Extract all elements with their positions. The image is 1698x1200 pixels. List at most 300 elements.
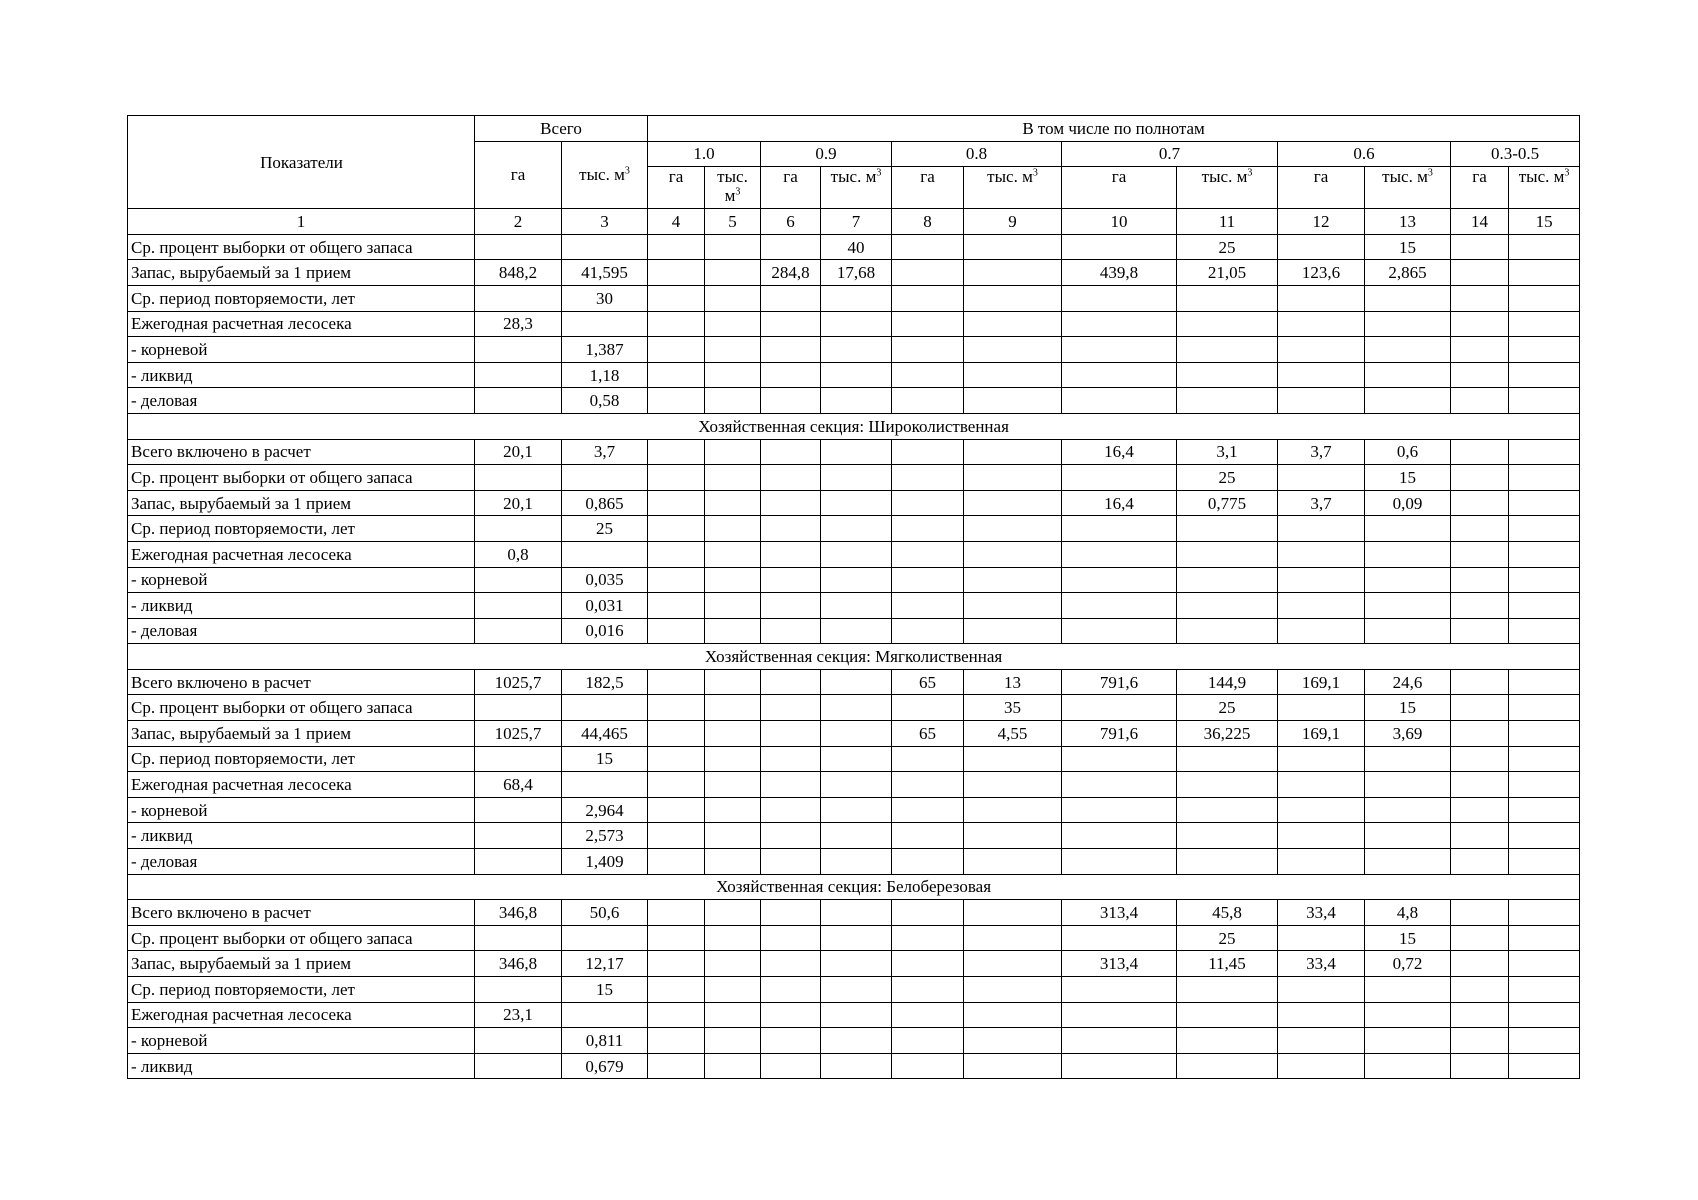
unit-sup: 3 <box>1564 167 1570 179</box>
table-cell <box>892 260 964 286</box>
row-label: Всего включено в расчет <box>128 439 475 465</box>
table-cell <box>761 362 821 388</box>
table-cell <box>705 593 761 619</box>
table-cell <box>1509 746 1580 772</box>
table-cell <box>648 772 705 798</box>
table-cell <box>1177 849 1278 875</box>
table-cell <box>821 285 892 311</box>
table-cell: 15 <box>1365 234 1451 260</box>
table-cell <box>1365 1053 1451 1079</box>
row-label: Ср. период повторяемости, лет <box>128 285 475 311</box>
table-cell <box>1451 337 1509 363</box>
row-label: - корневой <box>128 1028 475 1054</box>
table-cell <box>1177 593 1278 619</box>
table-cell <box>1062 541 1177 567</box>
table-cell <box>1451 439 1509 465</box>
header-density-1: 1.0 <box>648 141 761 167</box>
table-cell <box>648 337 705 363</box>
row-label: Запас, вырубаемый за 1 прием <box>128 490 475 516</box>
table-cell <box>705 260 761 286</box>
table-cell <box>1177 618 1278 644</box>
table-cell <box>821 490 892 516</box>
table-cell: 0,865 <box>562 490 648 516</box>
header-density-ha: га <box>892 167 964 209</box>
header-density-km3 <box>821 167 892 209</box>
table-cell <box>761 490 821 516</box>
table-cell <box>761 234 821 260</box>
table-cell <box>1451 797 1509 823</box>
table-cell <box>648 618 705 644</box>
table-cell <box>821 388 892 414</box>
header-indicators: Показатели <box>128 116 475 209</box>
table-cell <box>1509 823 1580 849</box>
table-cell <box>821 951 892 977</box>
table-cell <box>1062 925 1177 951</box>
table-cell: 0,679 <box>562 1053 648 1079</box>
table-cell: 16,4 <box>1062 439 1177 465</box>
table-cell <box>761 439 821 465</box>
table-cell <box>648 285 705 311</box>
table-cell <box>705 337 761 363</box>
table-cell <box>761 388 821 414</box>
table-cell <box>1451 695 1509 721</box>
table-cell <box>821 721 892 747</box>
column-number: 7 <box>821 209 892 235</box>
table-cell <box>1278 388 1365 414</box>
table-cell <box>1451 465 1509 491</box>
table-cell <box>1509 337 1580 363</box>
table-cell <box>964 1053 1062 1079</box>
table-cell <box>705 388 761 414</box>
table-cell <box>1278 823 1365 849</box>
table-row <box>128 388 1580 414</box>
table-cell: 1,18 <box>562 362 648 388</box>
table-cell <box>1278 618 1365 644</box>
table-cell <box>562 925 648 951</box>
table-header <box>128 116 1580 235</box>
table-cell: 1,409 <box>562 849 648 875</box>
table-cell <box>821 797 892 823</box>
table-cell <box>1278 541 1365 567</box>
table-cell <box>1451 849 1509 875</box>
table-cell <box>821 772 892 798</box>
table-cell <box>1365 772 1451 798</box>
table-cell <box>1365 388 1451 414</box>
table-cell <box>1062 388 1177 414</box>
table-cell: 24,6 <box>1365 669 1451 695</box>
table-cell <box>964 1002 1062 1028</box>
table-row <box>128 362 1580 388</box>
table-cell <box>761 1053 821 1079</box>
table-cell <box>1278 234 1365 260</box>
table-cell <box>705 1002 761 1028</box>
unit-sup: 3 <box>1427 167 1433 179</box>
table-cell <box>1177 977 1278 1003</box>
forest-harvest-table <box>127 115 1580 1079</box>
table-cell: 13 <box>964 669 1062 695</box>
table-cell <box>475 1053 562 1079</box>
table-cell <box>648 260 705 286</box>
table-cell <box>892 1002 964 1028</box>
table-row <box>128 951 1580 977</box>
table-cell <box>1177 311 1278 337</box>
table-cell <box>648 721 705 747</box>
column-number: 3 <box>562 209 648 235</box>
row-label: - ликвид <box>128 362 475 388</box>
table-cell <box>1177 746 1278 772</box>
table-cell <box>821 669 892 695</box>
section-title: Хозяйственная секция: Мягколиственная <box>128 644 1580 670</box>
table-cell <box>1177 797 1278 823</box>
table-cell: 30 <box>562 285 648 311</box>
table-cell <box>1062 362 1177 388</box>
table-cell <box>821 593 892 619</box>
table-cell <box>1278 516 1365 542</box>
row-label: - ликвид <box>128 823 475 849</box>
header-total-ha: га <box>475 141 562 209</box>
table-cell <box>705 925 761 951</box>
column-number: 12 <box>1278 209 1365 235</box>
table-cell: 439,8 <box>1062 260 1177 286</box>
unit-sup: 3 <box>1247 167 1253 179</box>
table-cell <box>1278 567 1365 593</box>
table-cell <box>821 900 892 926</box>
row-label: Ежегодная расчетная лесосека <box>128 311 475 337</box>
table-cell: 169,1 <box>1278 669 1365 695</box>
table-cell <box>964 823 1062 849</box>
table-cell <box>648 951 705 977</box>
row-label: Ср. период повторяемости, лет <box>128 977 475 1003</box>
unit-sup: 3 <box>624 165 630 177</box>
column-number: 15 <box>1509 209 1580 235</box>
table-cell <box>821 567 892 593</box>
table-cell <box>761 618 821 644</box>
table-row <box>128 593 1580 619</box>
table-cell <box>1451 1002 1509 1028</box>
table-cell <box>761 797 821 823</box>
table-cell <box>705 797 761 823</box>
table-cell <box>1278 285 1365 311</box>
unit-text: тыс. <box>717 167 748 187</box>
table-cell: 0,72 <box>1365 951 1451 977</box>
table-cell <box>1365 311 1451 337</box>
row-label: - корневой <box>128 797 475 823</box>
table-cell <box>1062 1002 1177 1028</box>
table-cell <box>761 823 821 849</box>
table-cell <box>648 439 705 465</box>
table-cell <box>1177 1053 1278 1079</box>
table-cell <box>1278 311 1365 337</box>
table-row <box>128 465 1580 491</box>
table-cell <box>1062 567 1177 593</box>
table-cell <box>1278 1053 1365 1079</box>
table-cell <box>1365 337 1451 363</box>
table-cell <box>648 311 705 337</box>
table-cell <box>761 977 821 1003</box>
unit-sup: 3 <box>876 167 882 179</box>
table-cell <box>964 362 1062 388</box>
column-number: 10 <box>1062 209 1177 235</box>
table-cell: 1025,7 <box>475 669 562 695</box>
table-cell: 21,05 <box>1177 260 1278 286</box>
section-header-row <box>128 413 1580 439</box>
table-cell <box>1278 1028 1365 1054</box>
table-cell <box>964 1028 1062 1054</box>
table-row <box>128 721 1580 747</box>
table-cell <box>892 849 964 875</box>
table-cell <box>1365 1002 1451 1028</box>
table-cell <box>964 593 1062 619</box>
table-cell: 0,58 <box>562 388 648 414</box>
table-cell: 40 <box>821 234 892 260</box>
table-cell <box>1177 541 1278 567</box>
table-cell <box>1177 823 1278 849</box>
table-cell: 0,811 <box>562 1028 648 1054</box>
row-label: Ср. процент выборки от общего запаса <box>128 695 475 721</box>
table-cell <box>761 669 821 695</box>
table-row <box>128 797 1580 823</box>
unit-sup: 3 <box>735 186 741 198</box>
table-cell <box>821 849 892 875</box>
table-cell <box>1509 567 1580 593</box>
table-cell <box>892 285 964 311</box>
table-cell: 33,4 <box>1278 951 1365 977</box>
table-cell <box>1509 977 1580 1003</box>
table-cell <box>475 695 562 721</box>
table-cell: 20,1 <box>475 490 562 516</box>
table-cell <box>562 465 648 491</box>
table-cell <box>964 797 1062 823</box>
table-row <box>128 541 1580 567</box>
table-row <box>128 490 1580 516</box>
unit-text: м <box>724 186 736 206</box>
table-cell: 3,7 <box>1278 439 1365 465</box>
header-density-km3 <box>964 167 1062 209</box>
table-cell: 4,55 <box>964 721 1062 747</box>
table-cell <box>1278 772 1365 798</box>
table-cell <box>1509 849 1580 875</box>
table-cell <box>964 567 1062 593</box>
table-row <box>128 823 1580 849</box>
table-cell <box>1177 772 1278 798</box>
table-cell <box>1509 1002 1580 1028</box>
table-row <box>128 311 1580 337</box>
header-total-km3 <box>562 141 648 209</box>
row-label: - корневой <box>128 337 475 363</box>
table-cell <box>475 362 562 388</box>
table-cell <box>1177 285 1278 311</box>
table-cell <box>1062 772 1177 798</box>
table-cell: 0,035 <box>562 567 648 593</box>
table-cell <box>705 721 761 747</box>
header-density-ha: га <box>648 167 705 209</box>
table-cell <box>1451 618 1509 644</box>
table-cell <box>892 823 964 849</box>
table-cell <box>1509 772 1580 798</box>
table-cell: 0,016 <box>562 618 648 644</box>
table-cell: 65 <box>892 721 964 747</box>
header-density-4: 0.7 <box>1062 141 1278 167</box>
table-cell <box>1062 695 1177 721</box>
table-cell <box>892 977 964 1003</box>
table-cell: 791,6 <box>1062 669 1177 695</box>
table-cell: 41,595 <box>562 260 648 286</box>
table-cell <box>705 618 761 644</box>
table-cell <box>705 541 761 567</box>
table-cell <box>892 516 964 542</box>
table-cell <box>648 567 705 593</box>
table-cell <box>562 1002 648 1028</box>
section-header-row <box>128 644 1580 670</box>
table-cell <box>761 1002 821 1028</box>
table-cell <box>1451 516 1509 542</box>
table-cell <box>475 516 562 542</box>
table-cell <box>1451 567 1509 593</box>
table-cell <box>964 388 1062 414</box>
table-cell <box>1177 567 1278 593</box>
table-cell: 15 <box>562 977 648 1003</box>
table-cell <box>1451 669 1509 695</box>
table-cell <box>1278 746 1365 772</box>
table-cell <box>648 541 705 567</box>
table-cell <box>475 593 562 619</box>
table-cell <box>892 1028 964 1054</box>
table-cell: 313,4 <box>1062 900 1177 926</box>
table-cell <box>475 746 562 772</box>
header-density-km3 <box>705 167 761 209</box>
table-cell <box>648 900 705 926</box>
header-density-ha: га <box>1451 167 1509 209</box>
table-cell <box>964 618 1062 644</box>
table-cell <box>1365 516 1451 542</box>
row-label: Ср. процент выборки от общего запаса <box>128 925 475 951</box>
table-cell <box>1278 849 1365 875</box>
header-density-ha: га <box>1278 167 1365 209</box>
table-row <box>128 669 1580 695</box>
table-cell <box>892 1053 964 1079</box>
unit-text: тыс. м <box>830 167 877 187</box>
header-density-km3 <box>1177 167 1278 209</box>
table-cell: 12,17 <box>562 951 648 977</box>
row-label: - деловая <box>128 388 475 414</box>
table-cell <box>1365 593 1451 619</box>
table-cell <box>892 797 964 823</box>
table-cell <box>1278 337 1365 363</box>
table-cell <box>1365 618 1451 644</box>
table-cell: 4,8 <box>1365 900 1451 926</box>
table-cell <box>705 465 761 491</box>
table-cell: 1,387 <box>562 337 648 363</box>
table-cell <box>1365 1028 1451 1054</box>
table-row <box>128 746 1580 772</box>
header-density-km3 <box>1365 167 1451 209</box>
column-number: 6 <box>761 209 821 235</box>
table-cell <box>761 516 821 542</box>
table-cell <box>1451 977 1509 1003</box>
table-cell <box>475 977 562 1003</box>
table-cell <box>892 541 964 567</box>
table-cell <box>1062 593 1177 619</box>
table-cell: 0,775 <box>1177 490 1278 516</box>
table-cell <box>705 285 761 311</box>
table-cell <box>892 337 964 363</box>
table-cell: 3,7 <box>562 439 648 465</box>
table-cell <box>648 593 705 619</box>
table-cell: 169,1 <box>1278 721 1365 747</box>
table-cell <box>964 311 1062 337</box>
row-label: - корневой <box>128 567 475 593</box>
row-label: Ежегодная расчетная лесосека <box>128 772 475 798</box>
header-density-km3 <box>1509 167 1580 209</box>
table-cell <box>1062 285 1177 311</box>
table-cell <box>892 746 964 772</box>
table-cell <box>1451 388 1509 414</box>
table-cell <box>475 618 562 644</box>
table-cell <box>1509 465 1580 491</box>
table-cell: 15 <box>1365 465 1451 491</box>
table-cell <box>648 465 705 491</box>
table-row <box>128 977 1580 1003</box>
table-cell <box>761 746 821 772</box>
table-cell <box>1365 797 1451 823</box>
table-cell <box>1509 797 1580 823</box>
column-number: 13 <box>1365 209 1451 235</box>
row-label: Ежегодная расчетная лесосека <box>128 1002 475 1028</box>
table-cell <box>821 1028 892 1054</box>
table-cell <box>821 1002 892 1028</box>
table-cell <box>1062 618 1177 644</box>
table-cell <box>1451 823 1509 849</box>
table-cell <box>821 977 892 1003</box>
table-cell <box>1451 721 1509 747</box>
table-cell <box>648 823 705 849</box>
table-row <box>128 1028 1580 1054</box>
table-cell <box>648 746 705 772</box>
table-cell <box>1365 977 1451 1003</box>
table-cell <box>475 849 562 875</box>
table-cell <box>892 388 964 414</box>
table-cell <box>1177 337 1278 363</box>
table-cell <box>1062 977 1177 1003</box>
table-cell <box>562 695 648 721</box>
table-cell <box>1177 516 1278 542</box>
table-cell <box>821 311 892 337</box>
table-cell <box>475 465 562 491</box>
table-cell: 15 <box>562 746 648 772</box>
table-cell <box>1365 285 1451 311</box>
table-cell <box>1278 977 1365 1003</box>
table-cell: 16,4 <box>1062 490 1177 516</box>
table-cell: 144,9 <box>1177 669 1278 695</box>
table-cell <box>1365 541 1451 567</box>
table-cell: 0,031 <box>562 593 648 619</box>
row-label: Всего включено в расчет <box>128 900 475 926</box>
table-cell <box>1509 516 1580 542</box>
table-cell: 284,8 <box>761 260 821 286</box>
table-cell <box>1509 925 1580 951</box>
table-cell: 2,865 <box>1365 260 1451 286</box>
table-cell <box>705 1053 761 1079</box>
table-cell <box>475 797 562 823</box>
table-cell <box>562 772 648 798</box>
table-cell <box>964 516 1062 542</box>
table-cell <box>1509 695 1580 721</box>
table-cell <box>1365 746 1451 772</box>
table-cell <box>1278 1002 1365 1028</box>
table-cell <box>964 439 1062 465</box>
table-cell <box>821 516 892 542</box>
table-cell <box>1062 516 1177 542</box>
